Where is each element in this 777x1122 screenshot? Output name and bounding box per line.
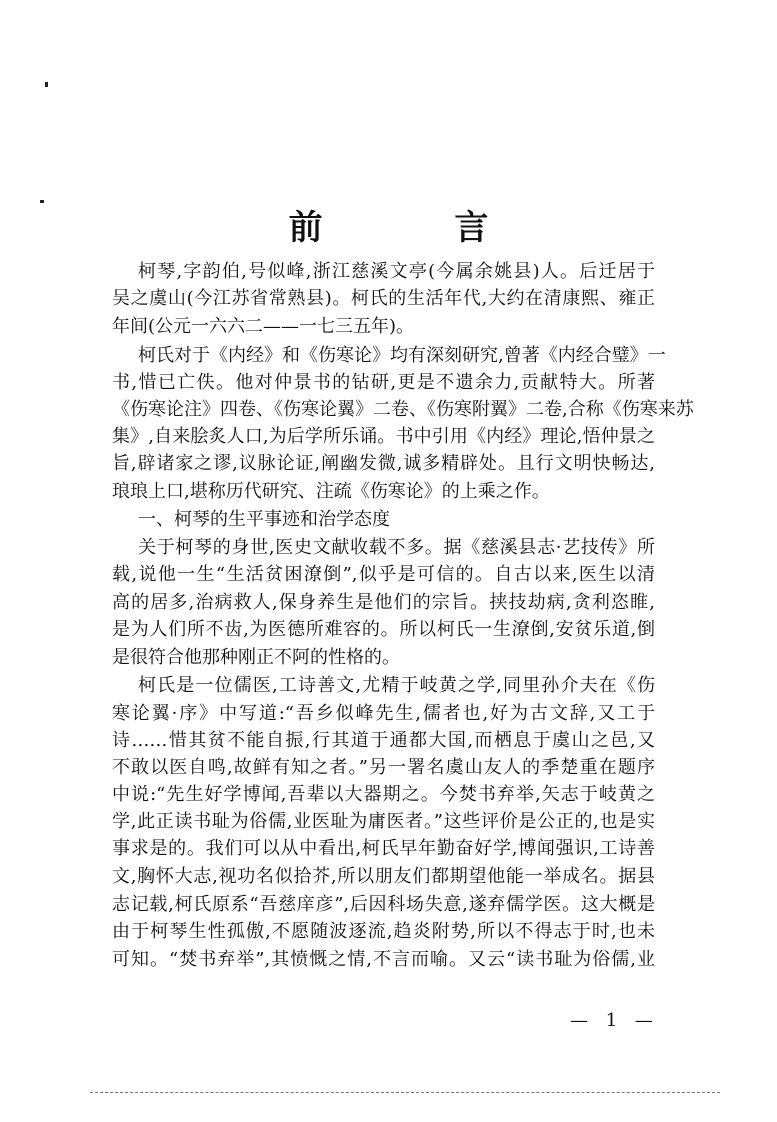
text-line: 年间(公元一六六二——一七三五年)。 bbox=[112, 316, 415, 337]
text-line: 书,惜已亡佚。他对仲景书的钻研,更是不遗余力,贡献特大。所著 bbox=[112, 372, 655, 393]
page-title: 前 言 bbox=[288, 208, 549, 248]
text-line: 载,说他一生“生活贫困潦倒”,似乎是可信的。自古以来,医生以清 bbox=[112, 564, 655, 585]
text-line: 诗……惜其贫不能自振,行其道于通都大国,而栖息于虞山之邑,又 bbox=[112, 730, 655, 751]
text-line: 中说:“先生好学博闻,吾辈以大器期之。今焚书弃举,矢志于岐黄之 bbox=[112, 784, 655, 805]
text-line: 柯氏对于《内经》和《伤寒论》均有深刻研究,曾著《内经合璧》一 bbox=[138, 345, 666, 366]
text-line: 柯琴,字韵伯,号似峰,浙江慈溪文亭(今属余姚县)人。后迁居于 bbox=[138, 261, 655, 282]
text-line: 是为人们所不齿,为医德所难容的。所以柯氏一生潦倒,安贫乐道,倒 bbox=[112, 619, 655, 640]
text-line: 柯氏是一位儒医,工诗善文,尤精于岐黄之学,同里孙介夫在《伤 bbox=[138, 675, 655, 696]
text-line: 学,此正读书耻为俗儒,业医耻为庸医者。”这些评价是公正的,也是实 bbox=[112, 811, 655, 832]
text-line: 关于柯琴的身世,医史文献收载不多。据《慈溪县志·艺技传》所 bbox=[138, 537, 655, 558]
text-line: 《伤寒论注》四卷、《伤寒论翼》二卷、《伤寒附翼》二卷,合称《伤寒来苏 bbox=[112, 399, 694, 420]
scan-speck bbox=[45, 82, 48, 87]
page-number: — 1 — bbox=[570, 1010, 659, 1031]
text-line: 旨,辟诸家之谬,议脉论证,阐幽发微,诚多精辟处。且行文明快畅达, bbox=[112, 453, 655, 474]
text-line: 高的居多,治病救人,保身养生是他们的宗旨。挟技劫病,贪利恣睢, bbox=[112, 592, 655, 613]
text-line: 志记载,柯氏原系“吾慈庠彦”,后因科场失意,遂弃儒学医。这大概是 bbox=[112, 894, 655, 915]
text-line: 文,胸怀大志,视功名似拾芥,所以朋友们都期望他能一举成名。据县 bbox=[112, 866, 655, 887]
text-line: 可知。“焚书弃举”,其愤慨之情,不言而喻。又云“读书耻为俗儒,业 bbox=[112, 949, 655, 970]
text-line: 琅琅上口,堪称历代研究、注疏《伤寒论》的上乘之作。 bbox=[112, 481, 550, 502]
text-line: 事求是的。我们可以从中看出,柯氏早年勤奋好学,博闻强识,工诗善 bbox=[112, 838, 655, 859]
scan-bottom-edge bbox=[90, 1092, 720, 1094]
text-line: 吴之虞山(今江苏省常熟县)。柯氏的生活年代,大约在清康熙、雍正 bbox=[112, 288, 655, 309]
text-line: 由于柯琴生性孤傲,不愿随波逐流,趋炎附势,所以不得志于时,也未 bbox=[112, 921, 655, 942]
text-line: 是很符合他那种刚正不阿的性格的。 bbox=[112, 647, 400, 668]
text-line: 集》,自来脍炙人口,为后学所乐诵。书中引用《内经》理论,悟仲景之 bbox=[112, 426, 655, 447]
text-line: 寒论翼·序》中写道:“吾乡似峰先生,儒者也,好为古文辞,又工于 bbox=[112, 703, 655, 724]
section-heading: 一、柯琴的生平事迹和治学态度 bbox=[138, 509, 390, 530]
text-line: 不敢以医自鸣,故鲜有知之者。”另一署名虞山友人的季楚重在题序 bbox=[112, 757, 655, 778]
